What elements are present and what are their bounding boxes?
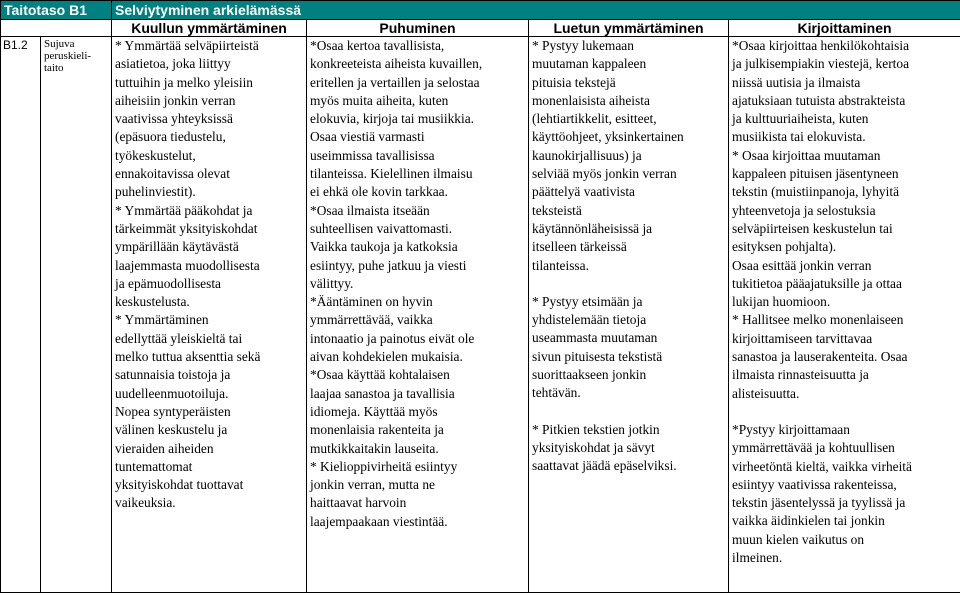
paragraph-gap bbox=[532, 403, 725, 421]
section-title: Selviytyminen arkielämässä bbox=[112, 1, 960, 20]
listening-paragraph: Nopea syntyperäisten välinen keskustelu ja vieraiden aiheiden tuntemattomat yksityiskohdat tuottavat vaikeuksia. bbox=[115, 403, 244, 511]
listening-paragraph: * Ymmärtää selväpiirteistä asiatietoa, joka liittyy tuttuihin ja melko yleisiin aiheisiin jonkin verran vaativissa yhteyksissä (epäsuora tiedustelu, työkeskustelut, ennakoitavissa olevat puhelinviestit). bbox=[115, 38, 259, 200]
level-row bbox=[1, 37, 960, 593]
reading-cell bbox=[529, 37, 729, 593]
listening-paragraph: * Ymmärtäminen edellyttää yleiskieltä tai melko tuttua aksenttia sekä satunnaisia toistoja ja uudelleenmuotoiluja. bbox=[115, 312, 261, 401]
writing-paragraph: *Pystyy kirjoittamaan ymmärrettävää ja kohtuullisen virheetöntä kieltä, vaikka virheitä esiintyy vaativissa rakenteissa, tekstin jäsentelyssä ja tyylissä ja vaikka äidinkielen tai jonkin muun kielen vaikutus on ilmeinen. bbox=[732, 421, 912, 566]
column-header-listening: Kuullun ymmärtäminen bbox=[112, 20, 307, 37]
speaking-paragraph: * Kielioppivirheitä esiintyy jonkin verran, mutta ne haittaavat harvoin laajempaakaan viestintää. bbox=[310, 458, 458, 529]
listening-cell bbox=[112, 37, 307, 593]
speaking-paragraph: Osaa viestiä varmasti useimmissa tavallisissa tilanteissa. Kielellinen ilmaisu ei ehkä ole kovin tarkkaa. bbox=[310, 129, 473, 200]
speaking-paragraph: *Ääntäminen on hyvin ymmärrettävää, vaikka intonaatio ja painotus eivät ole aivan kohdekielen mukaisia. bbox=[310, 294, 475, 365]
reading-paragraph: * Pitkien tekstien jotkin yksityiskohdat ja sävyt saattavat jäädä epäselviksi. bbox=[532, 421, 677, 474]
reading-paragraph: * Pystyy etsimään ja yhdistelemään tietoja useammasta muutaman sivun pituisesta tekstistä suorittaakseen jonkin tehtävän. bbox=[532, 293, 663, 401]
column-header-writing: Kirjoittaminen bbox=[729, 20, 960, 37]
paragraph-gap bbox=[532, 275, 725, 293]
writing-paragraph: * Hallitsee melko monenlaiseen kirjoittamiseen tarvittavaa sanastoa ja lauserakenteita. Osaa ilmaista rinnasteisuutta ja alisteisuutta. bbox=[732, 312, 908, 401]
writing-cell bbox=[729, 37, 960, 593]
column-header-speaking: Puhuminen bbox=[307, 20, 529, 37]
skill-name-text: Sujuva peruskieli- taito bbox=[44, 38, 92, 74]
column-header-reading: Luetun ymmärtäminen bbox=[529, 20, 729, 37]
skill-name bbox=[41, 37, 112, 593]
level-code: B1.2 bbox=[1, 37, 41, 593]
level-title: Taitotaso B1 bbox=[1, 1, 112, 20]
writing-paragraph: * Osaa kirjoittaa muutaman kappaleen pituisen jäsentyneen tekstin (muistiinpanoja, lyhyitä yhteenvetoja ja selostuksia selväpiirteisen keskustelun tai esityksen pohjalta). bbox=[732, 147, 900, 255]
reading-paragraph: * Pystyy lukemaan muutaman kappaleen pituisia tekstejä monenlaisista aiheista (lehtiartikkelit, esitteet, käyttöohjeet, yksinkertainen kaunokirjallisuus) ja selviää myös jonkin verran päättelyä vaativista teksteistä käytännönläheisissä ja itselleen tärkeissä tilanteissa. bbox=[532, 38, 684, 273]
empty-header-cell bbox=[1, 20, 112, 37]
listening-paragraph: * Ymmärtää pääkohdat ja tärkeimmät yksityiskohdat ympärillään käytävästä laajemmasta muodollisesta ja epämuodollisesta keskustelusta. bbox=[115, 202, 260, 310]
column-header-row bbox=[1, 20, 960, 37]
speaking-paragraph: *Osaa ilmaista itseään suhteellisen vaivattomasti. Vaikka taukoja ja katkoksia esiintyy, puhe jatkuu ja viesti välittyy. bbox=[310, 202, 467, 291]
title-row bbox=[1, 1, 960, 20]
speaking-paragraph: *Osaa käyttää kohtalaisen laajaa sanastoa ja tavallisia idiomeja. Käyttää myös monenlaisia rakenteita ja mutkikkaitakin lauseita. bbox=[310, 367, 455, 456]
speaking-cell bbox=[307, 37, 529, 593]
speaking-paragraph: *Osaa kertoa tavallisista, konkreeteista aiheista kuvaillen, eritellen ja vertaillen ja selostaa myös muita aiheita, kuten elokuvia, kirjoja tai musiikkia. bbox=[310, 38, 483, 127]
paragraph-gap bbox=[732, 403, 957, 421]
writing-paragraph: Osaa esittää jonkin verran tukitietoa pääajatuksille ja ottaa lukijan huomioon. bbox=[732, 257, 902, 310]
writing-paragraph: *Osaa kirjoittaa henkilökohtaisia ja julkisempiakin viestejä, kertoa niissä uutisia ja ilmaista ajatuksiaan tutuista abstrakteista ja kulttuuriaiheista, kuten musiikista tai elokuvista. bbox=[732, 38, 910, 145]
